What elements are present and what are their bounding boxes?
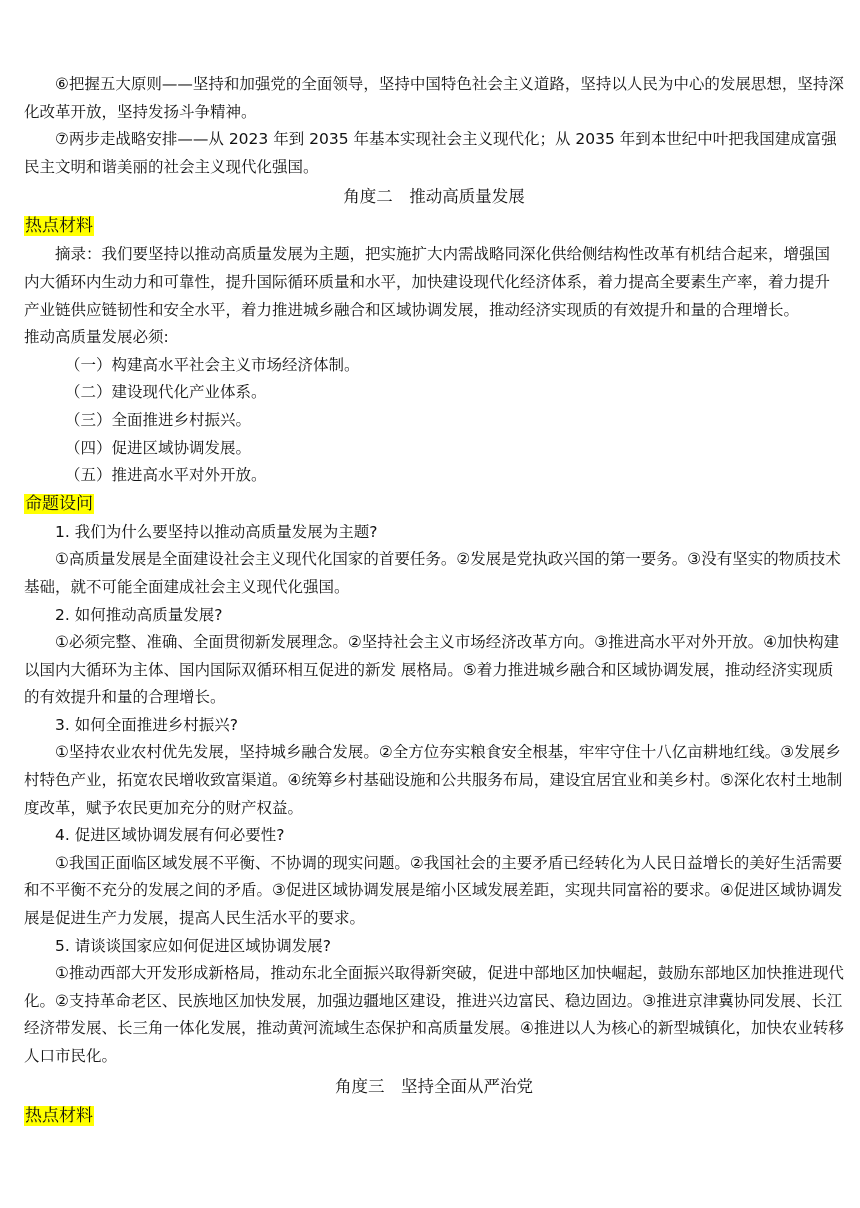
question-1: 1. 我们为什么要坚持以推动高质量发展为主题? xyxy=(55,522,378,541)
answer-4: ①我国正面临区域发展不平衡、不协调的现实问题。②我国社会的主要矛盾已经转化为人民日益增长的美好生活需要和不平衡不充分的发展之间的矛盾。③促进区域协调发展是缩小区域发展差距，实现共同富裕的要求。④促进区域协调发展是促进生产力发展，提高人民生活水平的要求。 xyxy=(24,853,843,928)
section-heading-angle-2: 角度二 推动高质量发展 xyxy=(343,187,525,207)
question-3: 3. 如何全面推进乡村振兴? xyxy=(55,715,238,734)
highlight-label: 热点材料 xyxy=(25,216,93,237)
two-step-strategy-paragraph: ⑦两步走战略安排——从 2023 年到 2035 年基本实现社会主义现代化；从 2035 年到本世纪中叶把我国建成富强民主文明和谐美丽的社会主义现代化强国。 xyxy=(24,130,837,176)
hot-material-label xyxy=(24,212,844,241)
list-item: （二）建设现代化产业体系。 xyxy=(65,383,267,402)
answer-2: ①必须完整、准确、全面贯彻新发展理念。②坚持社会主义市场经济改革方向。③推进高水平对外开放。④加快构建以国内大循环为主体、国内国际双循环相互促进的新发 展格局。⑤着力推进城乡融合和区域协调发展，推动经济实现质的有效提升和量的合理增长。 xyxy=(24,633,840,707)
question-design-label xyxy=(24,490,844,519)
must-intro: 推动高质量发展必须: xyxy=(24,328,169,347)
answer-1: ①高质量发展是全面建设社会主义现代化国家的首要任务。②发展是党执政兴国的第一要务。③没有坚实的物质技术基础，就不可能全面建成社会主义现代化强国。 xyxy=(24,550,841,596)
principles-paragraph: ⑥把握五大原则——坚持和加强党的全面领导，坚持中国特色社会主义道路，坚持以人民为中心的发展思想，坚持深化改革开放，坚持发扬斗争精神。 xyxy=(24,75,844,121)
question-4: 4. 促进区域协调发展有何必要性? xyxy=(55,826,285,845)
answer-5: ①推动西部大开发形成新格局，推动东北全面振兴取得新突破，促进中部地区加快崛起，鼓励东部地区加快推进现代化。②支持革命老区、民族地区加快发展，加强边疆地区建设，推进兴边富民、稳边固边。③推进京津冀协同发展、长江经济带发展、长三角一体化发展，推动黄河流域生态保护和高质量发展。④推进以人为核心的新型城镇化，加快农业转移人口市民化。 xyxy=(24,964,844,1065)
list-item: （三）全面推进乡村振兴。 xyxy=(65,410,252,429)
list-item: （五）推进高水平对外开放。 xyxy=(65,466,267,485)
question-5: 5. 请谈谈国家应如何促进区域协调发展? xyxy=(55,936,331,955)
section-heading-angle-3: 角度三 坚持全面从严治党 xyxy=(335,1076,533,1096)
list-item: （四）促进区域协调发展。 xyxy=(65,438,252,457)
highlight-label: 热点材料 xyxy=(25,1105,93,1126)
list-item: （一）构建高水平社会主义市场经济体制。 xyxy=(65,355,360,374)
question-2: 2. 如何推动高质量发展? xyxy=(55,605,223,624)
highlight-label: 命题设问 xyxy=(25,493,93,514)
excerpt-paragraph: 摘录：我们要坚持以推动高质量发展为主题，把实施扩大内需战略同深化供给侧结构性改革有机结合起来，增强国内大循环内生动力和可靠性，提升国际循环质量和水平，加快建设现代化经济体系，着力提高全要素生产率，着力提升产业链供应链韧性和安全水平，着力推进城乡融合和区域协调发展，推动经济实现质的有效提升和量的合理增长。 xyxy=(24,245,831,319)
hot-material-label-2 xyxy=(24,1102,844,1131)
answer-3: ①坚持农业农村优先发展，坚持城乡融合发展。②全方位夯实粮食安全根基，牢牢守住十八亿亩耕地红线。③发展乡村特色产业，拓宽农民增收致富渠道。④统筹乡村基础设施和公共服务布局，建设宜居宜业和美乡村。⑤深化农村土地制度改革，赋予农民更加充分的财产权益。 xyxy=(24,743,843,817)
